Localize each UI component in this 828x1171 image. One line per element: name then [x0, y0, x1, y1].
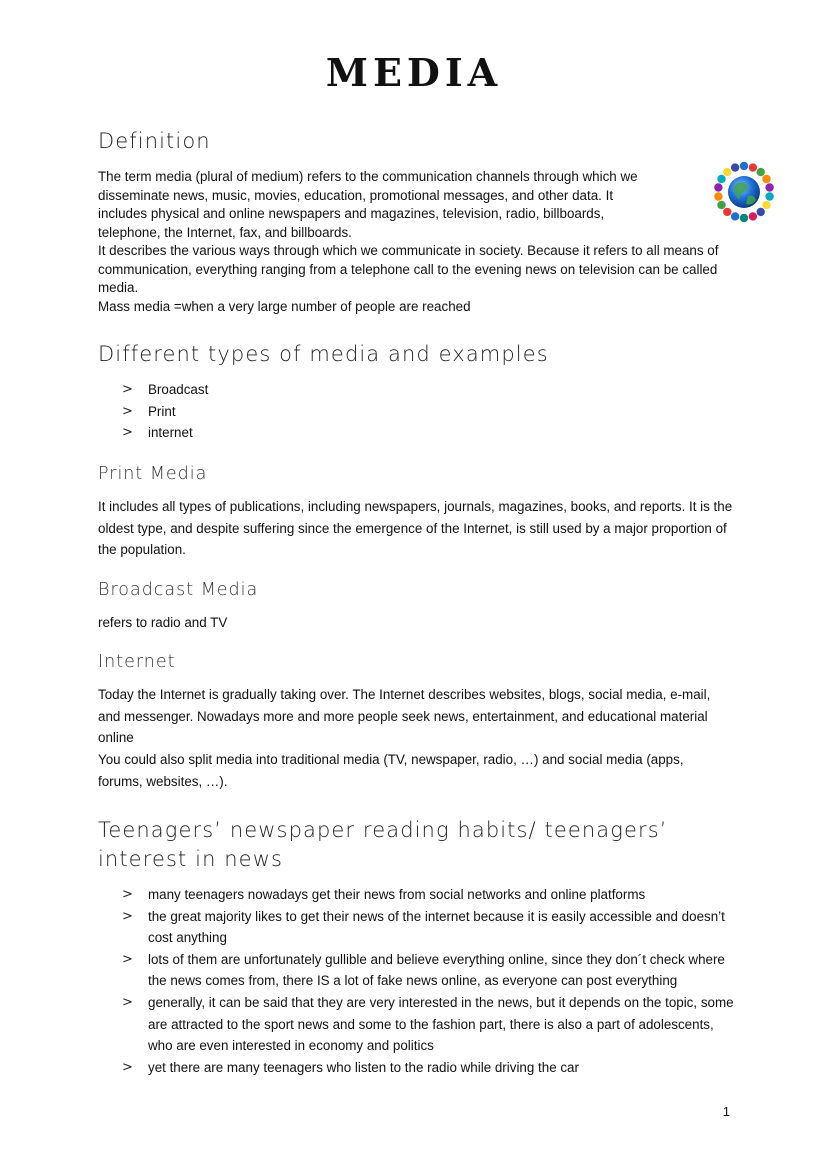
list-item — [98, 401, 738, 423]
social-app-dot-icon — [723, 208, 731, 216]
list-item-text: Broadcast — [148, 382, 209, 397]
list-item-text: many teenagers nowadays get their news from social networks and online platforms — [148, 887, 646, 902]
social-app-dot-icon — [740, 162, 748, 170]
mass-media-definition: Mass media =when a very large number of people are reached — [98, 299, 471, 314]
social-app-dot-icon — [717, 201, 725, 209]
social-app-dot-icon — [731, 212, 739, 220]
teenagers-heading — [98, 816, 668, 874]
bullet-marker: > — [122, 994, 133, 1010]
social-media-globe-icon — [712, 160, 776, 224]
print-media-heading: Print Media — [98, 464, 208, 484]
page-number: 1 — [722, 1104, 730, 1119]
definition-heading: Definition — [98, 129, 211, 153]
internet-text: Today the Internet is gradually taking over. The Internet describes websites, blogs, social media, e-mail, and messenger. Nowadays more and more people seek news, entertainment, and educational material online — [98, 687, 711, 746]
bullet-marker: > — [122, 1059, 133, 1075]
list-item-text: generally, it can be said that they are very interested in the news, but it depends on the topic, some are attracted to the sport news and some to the fashion part, there is also a part of adolescents, who are even interested in economy and politics — [148, 994, 734, 1054]
types-list — [98, 379, 738, 444]
bullet-marker: > — [122, 382, 133, 397]
broadcast-media-heading: Broadcast Media — [98, 580, 259, 600]
teenagers-heading-line-1: Teenagers’ newspaper reading habits/ teenagers’ — [98, 818, 668, 842]
definition-line: The term media (plural of medium) refers to the communication channels through which we — [98, 169, 638, 184]
bullet-marker: > — [122, 403, 133, 419]
list-item-text: the great majority likes to get their news of the internet because it is easily accessible and doesn’t cost anything — [148, 908, 725, 946]
definition-line: disseminate news, music, movies, education, promotional messages, and other data. It — [98, 187, 614, 203]
social-app-dot-icon — [757, 208, 765, 216]
social-app-dot-icon — [717, 175, 725, 183]
social-app-dot-icon — [714, 192, 722, 200]
social-app-dot-icon — [749, 212, 757, 220]
social-app-dot-icon — [757, 168, 765, 176]
social-app-dot-icon — [762, 175, 770, 183]
print-media-text: It includes all types of publications, including newspapers, journals, magazines, books, and reports. It is the oldest type, and despite suffering since the emergence of the Internet, is still used by a major proportion of the population. — [98, 499, 733, 558]
list-item-text: internet — [148, 425, 193, 441]
list-item — [98, 422, 738, 444]
definition-paragraph-2: It describes the various ways through which we communicate in society. Because it refers to all means of communication, everything ranging from a telephone call to the evening news on television can be called media. — [98, 243, 719, 296]
list-item — [98, 1057, 738, 1079]
social-app-dot-icon — [723, 168, 731, 176]
social-app-dot-icon — [762, 201, 770, 209]
definition-line: includes physical and online newspapers and magazines, television, radio, billboards, — [98, 206, 605, 222]
definition-line: telephone, the Internet, fax, and billboards. — [98, 224, 352, 240]
teenagers-list — [98, 884, 738, 1078]
list-item-text: Print — [148, 403, 176, 419]
teenagers-heading-line-2: interest in news — [98, 847, 284, 871]
definition-text — [98, 168, 698, 242]
list-item-text: lots of them are unfortunately gullible and believe everything online, since they don´t check where the news comes from, there IS a lot of fake news online, as everyone can post everything — [148, 951, 725, 989]
bullet-marker: > — [122, 908, 133, 924]
page-title: MEDIA — [325, 50, 503, 95]
internet-text-2: You could also split media into traditional media (TV, newspaper, radio, …) and social media (apps, forums, websites, …). — [98, 752, 684, 789]
list-item — [98, 379, 738, 401]
list-item — [98, 992, 738, 1057]
social-app-dot-icon — [765, 183, 773, 191]
bullet-marker: > — [122, 887, 133, 902]
list-item — [98, 884, 738, 906]
social-app-dot-icon — [765, 192, 773, 200]
bullet-marker: > — [122, 951, 133, 967]
social-app-dot-icon — [714, 183, 722, 191]
internet-heading: Internet — [98, 652, 176, 672]
social-app-dot-icon — [749, 163, 757, 171]
types-heading: Different types of media and examples — [98, 342, 549, 366]
list-item — [98, 949, 738, 992]
bullet-marker: > — [122, 425, 133, 441]
list-item-text: yet there are many teenagers who listen to the radio while driving the car — [148, 1059, 579, 1075]
social-app-dot-icon — [731, 163, 739, 171]
list-item — [98, 906, 738, 949]
social-app-dot-icon — [740, 214, 748, 222]
broadcast-media-text: refers to radio and TV — [98, 615, 228, 630]
